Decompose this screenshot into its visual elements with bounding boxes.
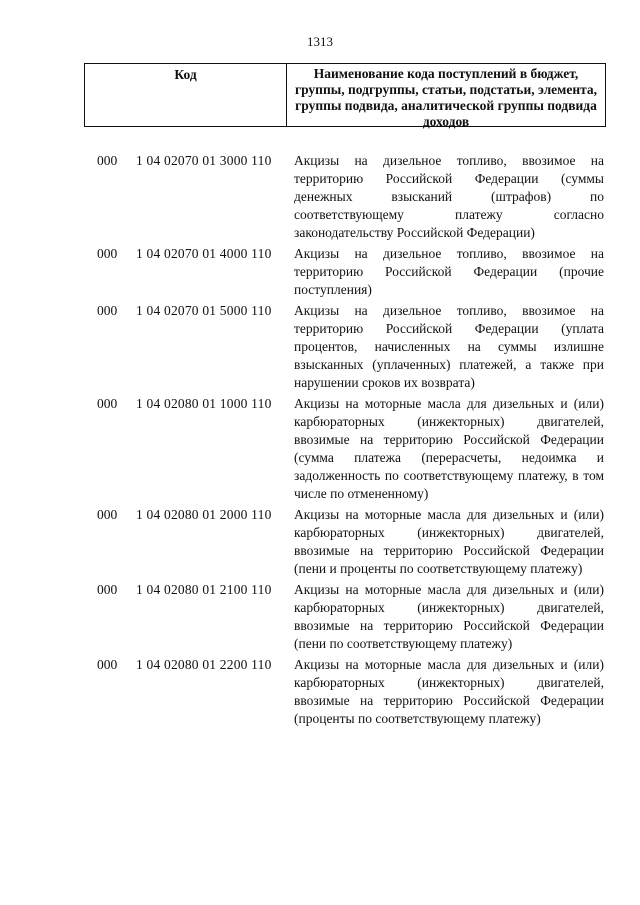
revenue-name: Акцизы на моторные масла для дизельных и (или) карбюраторных (инжекторных) двигателей, ввозимые на территорию Российской Федерации (пени по соответствующему платежу) — [294, 582, 604, 651]
admin-code: 000 — [97, 582, 118, 597]
revenue-code: 1 04 02070 01 3000 110 — [136, 153, 272, 168]
admin-code: 000 — [97, 246, 118, 261]
page-number: 1313 — [307, 34, 333, 49]
table-row — [97, 656, 609, 728]
table-row — [97, 245, 609, 299]
revenue-code: 1 04 02080 01 2000 110 — [136, 507, 272, 522]
revenue-code-list — [97, 152, 609, 729]
revenue-code: 1 04 02070 01 5000 110 — [136, 303, 272, 318]
column-header-name: Наименование кода поступлений в бюджет, группы, подгруппы, статьи, подстатьи, элемента, группы подвида, аналитической группы подвида доходов — [294, 66, 598, 129]
revenue-name: Акцизы на моторные масла для дизельных и (или) карбюраторных (инжекторных) двигателей, ввозимые на территорию Российской Федерации (пени и проценты по соответствующему платежу) — [294, 507, 604, 576]
table-header — [84, 63, 606, 127]
table-row — [97, 152, 609, 242]
revenue-code: 1 04 02080 01 2200 110 — [136, 657, 272, 672]
revenue-code: 1 04 02080 01 1000 110 — [136, 396, 272, 411]
revenue-code: 1 04 02070 01 4000 110 — [136, 246, 272, 261]
admin-code: 000 — [97, 396, 118, 411]
table-row — [97, 506, 609, 578]
revenue-name: Акцизы на дизельное топливо, ввозимое на территорию Российской Федерации (суммы денежных взысканий (штрафов) по соответствующему платежу согласно законодательству Российской Федерации) — [294, 153, 604, 240]
revenue-name: Акцизы на дизельное топливо, ввозимое на территорию Российской Федерации (уплата процентов, начисленных на суммы излишне взысканных (уплаченных) платежей, а также при нарушении сроков их возврата) — [294, 303, 604, 390]
admin-code: 000 — [97, 657, 118, 672]
admin-code: 000 — [97, 303, 118, 318]
table-row — [97, 302, 609, 392]
table-row — [97, 395, 609, 503]
column-header-code: Код — [85, 64, 287, 126]
revenue-name: Акцизы на дизельное топливо, ввозимое на территорию Российской Федерации (прочие поступления) — [294, 246, 604, 297]
table-row — [97, 581, 609, 653]
revenue-name: Акцизы на моторные масла для дизельных и (или) карбюраторных (инжекторных) двигателей, ввозимые на территорию Российской Федерации (проценты по соответствующему платежу) — [294, 657, 604, 726]
revenue-name: Акцизы на моторные масла для дизельных и (или) карбюраторных (инжекторных) двигателей, ввозимые на территорию Российской Федерации (сумма платежа (перерасчеты, недоимка и задолженность по соответствующему платежу, в том числе по отмененному) — [294, 396, 604, 501]
admin-code: 000 — [97, 507, 118, 522]
revenue-code: 1 04 02080 01 2100 110 — [136, 582, 272, 597]
admin-code: 000 — [97, 153, 118, 168]
